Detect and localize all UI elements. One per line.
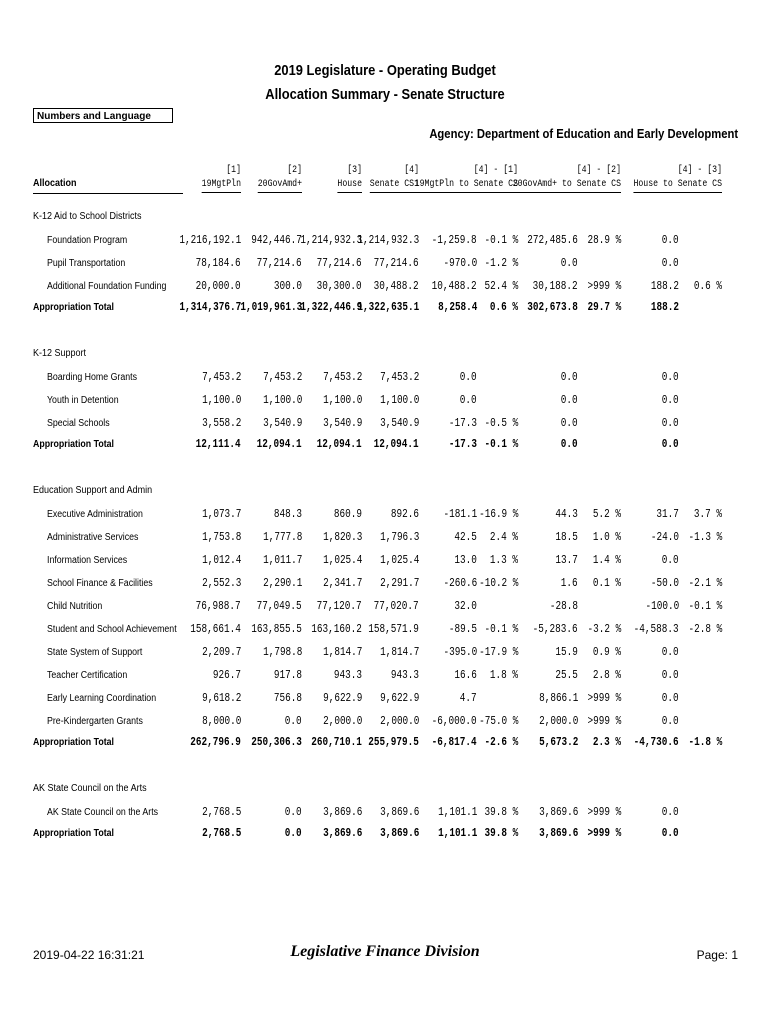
cell-value: >999 % (587, 714, 621, 728)
cell-value: 2,552.3 (201, 576, 241, 590)
cell-value: 1,753.8 (201, 530, 241, 544)
cell-value: 260,710.1 (311, 735, 362, 749)
column-header (370, 164, 419, 193)
cell-value: 300.0 (273, 279, 302, 293)
cell-value: 892.6 (390, 507, 419, 521)
cell-value: 0.0 (662, 370, 679, 384)
cell-value: 0.6 % (693, 279, 722, 293)
cell-value: 1,214,932.3 (300, 233, 362, 247)
allocation-row-label: Executive Administration (47, 509, 143, 520)
cell-value: 0.0 (285, 714, 302, 728)
cell-value: 943.3 (390, 668, 419, 682)
cell-value: 1,798.8 (262, 645, 302, 659)
cell-value: 5,673.2 (538, 735, 578, 749)
cell-value: -89.5 (448, 622, 477, 636)
cell-value: 77,214.6 (374, 256, 419, 270)
cell-value: 13.0 (454, 553, 477, 567)
cell-value: 2,768.5 (201, 805, 241, 819)
cell-value: 5.2 % (592, 507, 621, 521)
cell-value: 0.0 (460, 370, 477, 384)
cell-value: 13.7 (555, 553, 578, 567)
column-header (337, 164, 362, 193)
cell-value: 0.0 (561, 370, 578, 384)
cell-value: 25.5 (555, 668, 578, 682)
cell-value: -1.3 % (688, 530, 722, 544)
column-header-index: [2] (287, 165, 302, 176)
cell-value: 28.9 % (587, 233, 621, 247)
cell-value: -3.2 % (587, 622, 621, 636)
cell-value: 3,558.2 (201, 416, 241, 430)
allocation-header-rule (33, 193, 183, 194)
column-header-label: Senate CS1 (370, 178, 419, 193)
cell-value: 0.6 % (489, 300, 518, 314)
cell-value: -50.0 (650, 576, 679, 590)
column-header-label: House (337, 178, 362, 193)
cell-value: -5,283.6 (533, 622, 578, 636)
column-header-index: [4] - [1] (473, 165, 518, 176)
cell-value: 1.4 % (592, 553, 621, 567)
cell-value: -0.5 % (484, 416, 518, 430)
cell-value: 12,094.1 (374, 437, 419, 451)
column-header-label: 20GovAmd+ (258, 178, 302, 193)
cell-value: 3,540.9 (322, 416, 362, 430)
cell-value: 2.8 % (592, 668, 621, 682)
allocation-row-label: Information Services (47, 555, 128, 566)
cell-value: 3,869.6 (379, 826, 419, 840)
cell-value: 12,094.1 (317, 437, 362, 451)
cell-value: 926.7 (212, 668, 241, 682)
cell-value: 0.0 (662, 393, 679, 407)
cell-value: 1,100.0 (201, 393, 241, 407)
cell-value: 1,100.0 (379, 393, 419, 407)
agency-label: Agency: Department of Education and Early Development (429, 127, 738, 141)
cell-value: 0.0 (662, 805, 679, 819)
cell-value: 0.0 (662, 714, 679, 728)
cell-value: 9,622.9 (379, 691, 419, 705)
cell-value: 1,216,192.1 (179, 233, 241, 247)
column-header-index: [4] (404, 165, 419, 176)
cell-value: 0.9 % (592, 645, 621, 659)
allocation-row-label: Youth in Detention (47, 395, 119, 406)
cell-value: 77,049.5 (257, 599, 302, 613)
cell-value: 4.7 (460, 691, 477, 705)
footer-page-number: Page: 1 (696, 948, 738, 962)
cell-value: 12,111.4 (196, 437, 241, 451)
cell-value: -17.9 % (478, 645, 518, 659)
cell-value: 2,291.7 (379, 576, 419, 590)
section-heading: AK State Council on the Arts (33, 783, 147, 794)
cell-value: -16.9 % (478, 507, 518, 521)
cell-value: 1.6 (561, 576, 578, 590)
cell-value: 2,209.7 (201, 645, 241, 659)
cell-value: -0.1 % (484, 437, 518, 451)
cell-value: 2.4 % (489, 530, 518, 544)
cell-value: 1,796.3 (379, 530, 419, 544)
allocation-row-label: Foundation Program (47, 235, 128, 246)
cell-value: 3,540.9 (379, 416, 419, 430)
cell-value: 0.0 (460, 393, 477, 407)
cell-value: 30,188.2 (533, 279, 578, 293)
cell-value: 0.0 (662, 668, 679, 682)
cell-value: -1,259.8 (432, 233, 477, 247)
cell-value: 1,314,376.7 (179, 300, 241, 314)
cell-value: -4,730.6 (634, 735, 679, 749)
cell-value: 1,025.4 (379, 553, 419, 567)
cell-value: -1.2 % (484, 256, 518, 270)
column-header-index: [1] (226, 165, 241, 176)
cell-value: 2,341.7 (322, 576, 362, 590)
cell-value: 42.5 (454, 530, 477, 544)
allocation-row-label: Student and School Achievement (47, 624, 177, 635)
cell-value: >999 % (587, 691, 621, 705)
section-heading: K-12 Support (33, 348, 87, 359)
column-header-index: [3] (347, 165, 362, 176)
cell-value: 0.0 (561, 437, 578, 451)
column-header-label: House to Senate CS (633, 178, 722, 193)
cell-value: >999 % (587, 826, 621, 840)
cell-value: 250,306.3 (251, 735, 302, 749)
appropriation-total-label: Appropriation Total (33, 302, 114, 313)
cell-value: 7,453.2 (379, 370, 419, 384)
numbers-language-box: Numbers and Language (33, 108, 173, 123)
cell-value: -24.0 (650, 530, 679, 544)
cell-value: -2.1 % (688, 576, 722, 590)
cell-value: 0.0 (662, 691, 679, 705)
cell-value: 1,012.4 (201, 553, 241, 567)
cell-value: 44.3 (555, 507, 578, 521)
cell-value: -1.8 % (688, 735, 722, 749)
cell-value: 52.4 % (484, 279, 518, 293)
cell-value: 3,869.6 (538, 826, 578, 840)
cell-value: 1,814.7 (322, 645, 362, 659)
cell-value: 1,322,635.1 (357, 300, 419, 314)
cell-value: 32.0 (454, 599, 477, 613)
cell-value: 1.8 % (489, 668, 518, 682)
footer-timestamp: 2019-04-22 16:31:21 (33, 948, 145, 962)
cell-value: 1,073.7 (201, 507, 241, 521)
cell-value: 0.0 (561, 416, 578, 430)
cell-value: -395.0 (443, 645, 477, 659)
cell-value: 39.8 % (484, 826, 518, 840)
cell-value: 0.0 (561, 256, 578, 270)
allocation-row-label: Boarding Home Grants (47, 372, 138, 383)
cell-value: 29.7 % (587, 300, 621, 314)
cell-value: 0.0 (285, 826, 302, 840)
cell-value: 77,120.7 (317, 599, 362, 613)
cell-value: 0.0 (662, 437, 679, 451)
cell-value: 1,214,932.3 (357, 233, 419, 247)
cell-value: 0.0 (662, 553, 679, 567)
cell-value: 0.0 (662, 826, 679, 840)
cell-value: 848.3 (273, 507, 302, 521)
column-header-index: [4] - [3] (677, 165, 722, 176)
cell-value: 262,796.9 (190, 735, 241, 749)
cell-value: 3,869.6 (538, 805, 578, 819)
cell-value: -17.3 (448, 416, 477, 430)
cell-value: 0.1 % (592, 576, 621, 590)
cell-value: 76,988.7 (196, 599, 241, 613)
cell-value: -2.6 % (484, 735, 518, 749)
cell-value: -75.0 % (478, 714, 518, 728)
cell-value: 2,290.1 (262, 576, 302, 590)
column-header (202, 164, 241, 193)
appropriation-total-label: Appropriation Total (33, 737, 114, 748)
allocation-row-label: Pre-Kindergarten Grants (47, 716, 143, 727)
cell-value: 1.0 % (592, 530, 621, 544)
cell-value: 158,661.4 (190, 622, 241, 636)
cell-value: 39.8 % (484, 805, 518, 819)
cell-value: 0.0 (285, 805, 302, 819)
cell-value: -0.1 % (484, 622, 518, 636)
cell-value: 1,101.1 (437, 805, 477, 819)
cell-value: 1,019,961.3 (240, 300, 302, 314)
cell-value: 0.0 (662, 416, 679, 430)
cell-value: -6,000.0 (432, 714, 477, 728)
cell-value: 7,453.2 (201, 370, 241, 384)
cell-value: -10.2 % (478, 576, 518, 590)
cell-value: 78,184.6 (196, 256, 241, 270)
column-header (513, 164, 621, 193)
cell-value: 12,094.1 (257, 437, 302, 451)
cell-value: 9,622.9 (322, 691, 362, 705)
allocation-row-label: Child Nutrition (47, 601, 103, 612)
cell-value: 1,777.8 (262, 530, 302, 544)
cell-value: 1,322,446.9 (300, 300, 362, 314)
cell-value: 3,869.6 (379, 805, 419, 819)
cell-value: 77,020.7 (374, 599, 419, 613)
cell-value: 2,000.0 (322, 714, 362, 728)
cell-value: -2.8 % (688, 622, 722, 636)
cell-value: 10,488.2 (432, 279, 477, 293)
allocation-column-header: Allocation (33, 178, 77, 189)
page-title: 2019 Legislature - Operating Budget (274, 62, 496, 79)
cell-value: 2.3 % (592, 735, 621, 749)
column-header (633, 164, 722, 193)
cell-value: >999 % (587, 805, 621, 819)
allocation-row-label: Special Schools (47, 418, 110, 429)
cell-value: 31.7 (656, 507, 679, 521)
cell-value: 2,000.0 (538, 714, 578, 728)
cell-value: -28.8 (549, 599, 578, 613)
allocation-row-label: Pupil Transportation (47, 258, 126, 269)
cell-value: 0.0 (561, 393, 578, 407)
cell-value: -100.0 (645, 599, 679, 613)
allocation-row-label: Administrative Services (47, 532, 139, 543)
cell-value: 255,979.5 (368, 735, 419, 749)
footer-division: Legislative Finance Division (290, 943, 480, 960)
cell-value: 3,540.9 (262, 416, 302, 430)
cell-value: 1,100.0 (262, 393, 302, 407)
cell-value: 1,814.7 (379, 645, 419, 659)
allocation-row-label: AK State Council on the Arts (47, 807, 159, 818)
cell-value: 2,768.5 (201, 826, 241, 840)
cell-value: 15.9 (555, 645, 578, 659)
cell-value: 158,571.9 (368, 622, 419, 636)
cell-value: 0.0 (662, 645, 679, 659)
cell-value: 917.8 (273, 668, 302, 682)
allocation-row-label: School Finance & Facilities (47, 578, 153, 589)
cell-value: 77,214.6 (317, 256, 362, 270)
appropriation-total-label: Appropriation Total (33, 828, 114, 839)
appropriation-total-label: Appropriation Total (33, 439, 114, 450)
cell-value: 20,000.0 (196, 279, 241, 293)
column-header-label: 19MgtPln (202, 178, 241, 193)
cell-value: 860.9 (333, 507, 362, 521)
cell-value: 1,101.1 (437, 826, 477, 840)
cell-value: -260.6 (443, 576, 477, 590)
cell-value: 1,100.0 (322, 393, 362, 407)
allocation-row-label: State System of Support (47, 647, 143, 658)
column-header-index: [4] - [2] (576, 165, 621, 176)
cell-value: -4,588.3 (634, 622, 679, 636)
section-heading: Education Support and Admin (33, 485, 153, 496)
cell-value: >999 % (587, 279, 621, 293)
allocation-row-label: Early Learning Coordination (47, 693, 157, 704)
cell-value: 3,869.6 (322, 826, 362, 840)
cell-value: 18.5 (555, 530, 578, 544)
cell-value: 7,453.2 (322, 370, 362, 384)
cell-value: -17.3 (448, 437, 477, 451)
cell-value: 302,673.8 (527, 300, 578, 314)
cell-value: 188.2 (650, 300, 679, 314)
cell-value: 942,446.7 (251, 233, 302, 247)
cell-value: 1,820.3 (322, 530, 362, 544)
column-header (258, 164, 302, 193)
cell-value: 30,300.0 (317, 279, 362, 293)
cell-value: 0.0 (662, 256, 679, 270)
column-header-label: 19MgtPln to Senate CS (415, 178, 518, 193)
cell-value: 163,160.2 (311, 622, 362, 636)
cell-value: 8,866.1 (538, 691, 578, 705)
cell-value: 1.3 % (489, 553, 518, 567)
cell-value: 3.7 % (693, 507, 722, 521)
cell-value: 30,488.2 (374, 279, 419, 293)
cell-value: 8,000.0 (201, 714, 241, 728)
cell-value: 0.0 (662, 233, 679, 247)
cell-value: 9,618.2 (201, 691, 241, 705)
cell-value: 272,485.6 (527, 233, 578, 247)
cell-value: 3,869.6 (322, 805, 362, 819)
cell-value: -970.0 (443, 256, 477, 270)
cell-value: 7,453.2 (262, 370, 302, 384)
cell-value: 8,258.4 (437, 300, 477, 314)
allocation-row-label: Additional Foundation Funding (47, 281, 167, 292)
section-heading: K-12 Aid to School Districts (33, 211, 142, 222)
cell-value: 1,011.7 (262, 553, 302, 567)
cell-value: 1,025.4 (322, 553, 362, 567)
column-header (415, 164, 518, 193)
cell-value: 756.8 (273, 691, 302, 705)
cell-value: 16.6 (454, 668, 477, 682)
allocation-row-label: Teacher Certification (47, 670, 128, 681)
page-subtitle: Allocation Summary - Senate Structure (265, 86, 505, 103)
cell-value: -0.1 % (688, 599, 722, 613)
cell-value: 2,000.0 (379, 714, 419, 728)
cell-value: -0.1 % (484, 233, 518, 247)
cell-value: 163,855.5 (251, 622, 302, 636)
column-header-label: 20GovAmd+ to Senate CS (513, 178, 621, 193)
cell-value: 77,214.6 (257, 256, 302, 270)
cell-value: 188.2 (650, 279, 679, 293)
cell-value: -181.1 (443, 507, 477, 521)
cell-value: -6,817.4 (432, 735, 477, 749)
cell-value: 943.3 (333, 668, 362, 682)
